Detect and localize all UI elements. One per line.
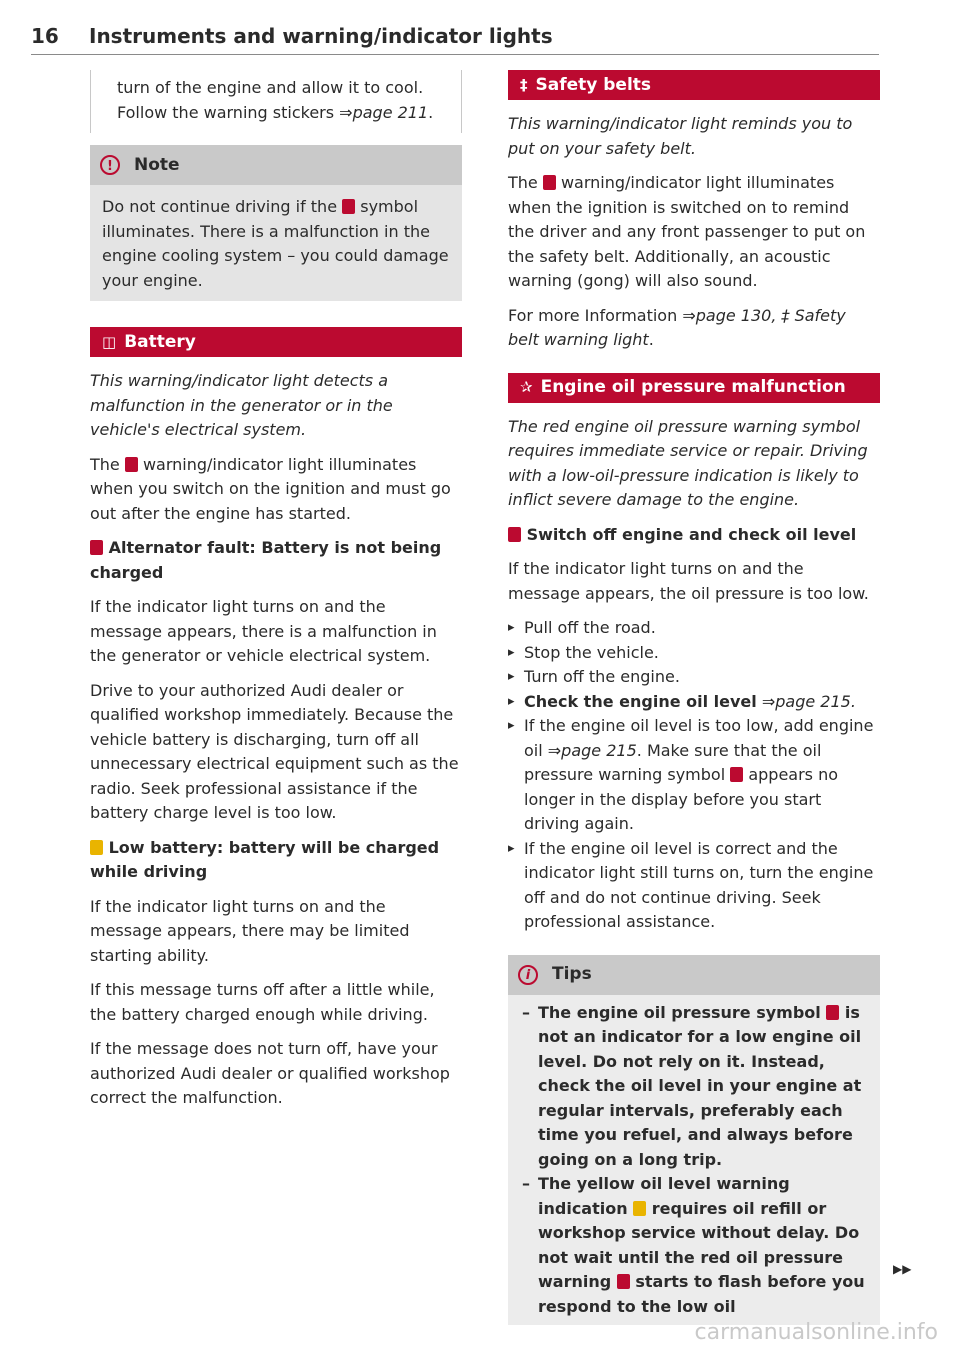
section-intro: This warning/indicator light reminds you to put on your safety belt. [508,114,853,158]
oil-can-icon: ✰ [520,378,533,397]
tip-item: – The engine oil pressure symbol is not an indicator for a low engine oil level. Do not rely on it. Instead, check the oil level in your engine at regular intervals, preferably each time you refuel, and always before going on a long trip. [522,1002,862,1169]
tips-box [508,955,880,1326]
tips-header [508,955,880,995]
continue-arrow-icon: ▶▶ [893,1262,912,1276]
battery-yellow-icon [90,840,103,855]
list-item: ▸ If the engine oil level is too low, add engine oil ⇒page 215. Make sure that the oil pressure warning symbol appears no longer in the display before you start driving again. [508,714,880,837]
coolant-warning-icon [342,199,355,214]
list-item: ▸ Turn off the engine. [508,665,880,690]
paragraph: For more Information ⇒page 130, ‡ Safety belt warning light. [508,305,846,349]
intro-line: turn of the engine and allow it to cool. [117,78,424,97]
note-box [90,145,462,301]
paragraph: If the indicator light turns on and the message appears, the oil pressure is too low. [508,559,869,603]
section-intro: The red engine oil pressure warning symbol requires immediate service or repair. Driving with a low-oil-pressure indication is likely to inflict severe damage to the engine. [508,416,868,509]
battery-warning-icon [90,540,103,555]
tips-body [508,995,880,1326]
battery-icon: ◫ [102,332,117,351]
subheading: Low battery: battery will be charged while driving [90,837,440,881]
oil-pressure-icon [826,1005,839,1020]
intro-box [90,70,462,133]
paragraph: If the indicator light turns on and the message appears, there is a malfunction in the generator or vehicle electrical system. [90,597,437,665]
left-column [90,70,462,1121]
section-heading-oil-pressure: ✰ Engine oil pressure malfunction [508,373,880,403]
oil-pressure-icon [730,767,743,782]
section-heading-safety-belts: ‡ Safety belts [508,70,880,100]
oil-pressure-icon [508,527,521,542]
caution-icon: ! [100,155,120,175]
tip-item: – The yellow oil level warning indication requires oil refill or workshop service without delay. Do not wait until the red oil pressure warning starts to flash before you respond to the low oil [522,1174,865,1316]
paragraph: If this message turns off after a little while, the battery charged enough while driving. [90,980,435,1024]
right-column [508,70,880,1325]
oil-pressure-icon [617,1274,630,1289]
note-header [90,145,462,185]
oil-level-icon [633,1201,646,1216]
steps-list [508,616,880,935]
paragraph: The warning/indicator light illuminates when the ignition is switched on to remind the driver and any front passenger to put on the safety belt. Additionally, an acoustic warning (gong) will also sound. [508,173,866,290]
info-icon: i [518,965,538,985]
list-item: ▸ Pull off the road. [508,616,880,641]
paragraph: The warning/indicator light illuminates when you switch on the ignition and must go out after the engine has started. [90,454,451,523]
note-text: Do not continue driving if the symbol illuminates. There is a malfunction in the engine cooling system – you could damage your engine. [102,197,449,290]
page-header [31,22,879,55]
section-heading-battery: ◫ Battery [90,327,462,357]
page-link[interactable]: ⇒page 130, ‡ Safety belt warning light [508,305,846,349]
page-title: Instruments and warning/indicator lights [89,24,553,48]
intro-line: Follow the warning stickers ⇒page 211. [117,102,434,122]
list-item: ▸ Check the engine oil level ⇒page 215. [508,690,880,715]
list-item: ▸ Stop the vehicle. [508,641,880,666]
paragraph: If the indicator light turns on and the message appears, there may be limited starting ability. [90,896,410,965]
tips-title: Tips [552,964,592,985]
seatbelt-warning-icon [543,175,556,190]
subheading: Switch off engine and check oil level [508,523,880,548]
page-link[interactable]: ⇒page 211 [339,102,429,122]
note-title: Note [134,154,180,175]
seatbelt-icon: ‡ [520,75,528,94]
page-link[interactable]: ⇒page 215 [547,740,637,760]
list-item: ▸ If the engine oil level is correct and the indicator light still turns on, turn the engine off and do not continue driving. Seek professional assistance. [508,837,880,935]
section-intro: This warning/indicator light detects a malfunction in the generator or in the vehicle's electrical system. [90,371,393,439]
paragraph: Drive to your authorized Audi dealer or qualified workshop immediately. Because the vehicle battery is discharging, turn off all unnecessary electrical equipment such as the radio. Seek professional assistance if the battery charge level is too low. [90,680,459,822]
page-number: 16 [31,24,59,48]
paragraph: If the message does not turn off, have your authorized Audi dealer or qualified workshop correct the malfunction. [90,1039,450,1107]
watermark: carmanualsonline.info [694,1320,938,1345]
battery-warning-icon [125,457,138,472]
page-link[interactable]: ⇒page 215. [756,691,856,711]
subheading: Alternator fault: Battery is not being charged [90,538,442,582]
